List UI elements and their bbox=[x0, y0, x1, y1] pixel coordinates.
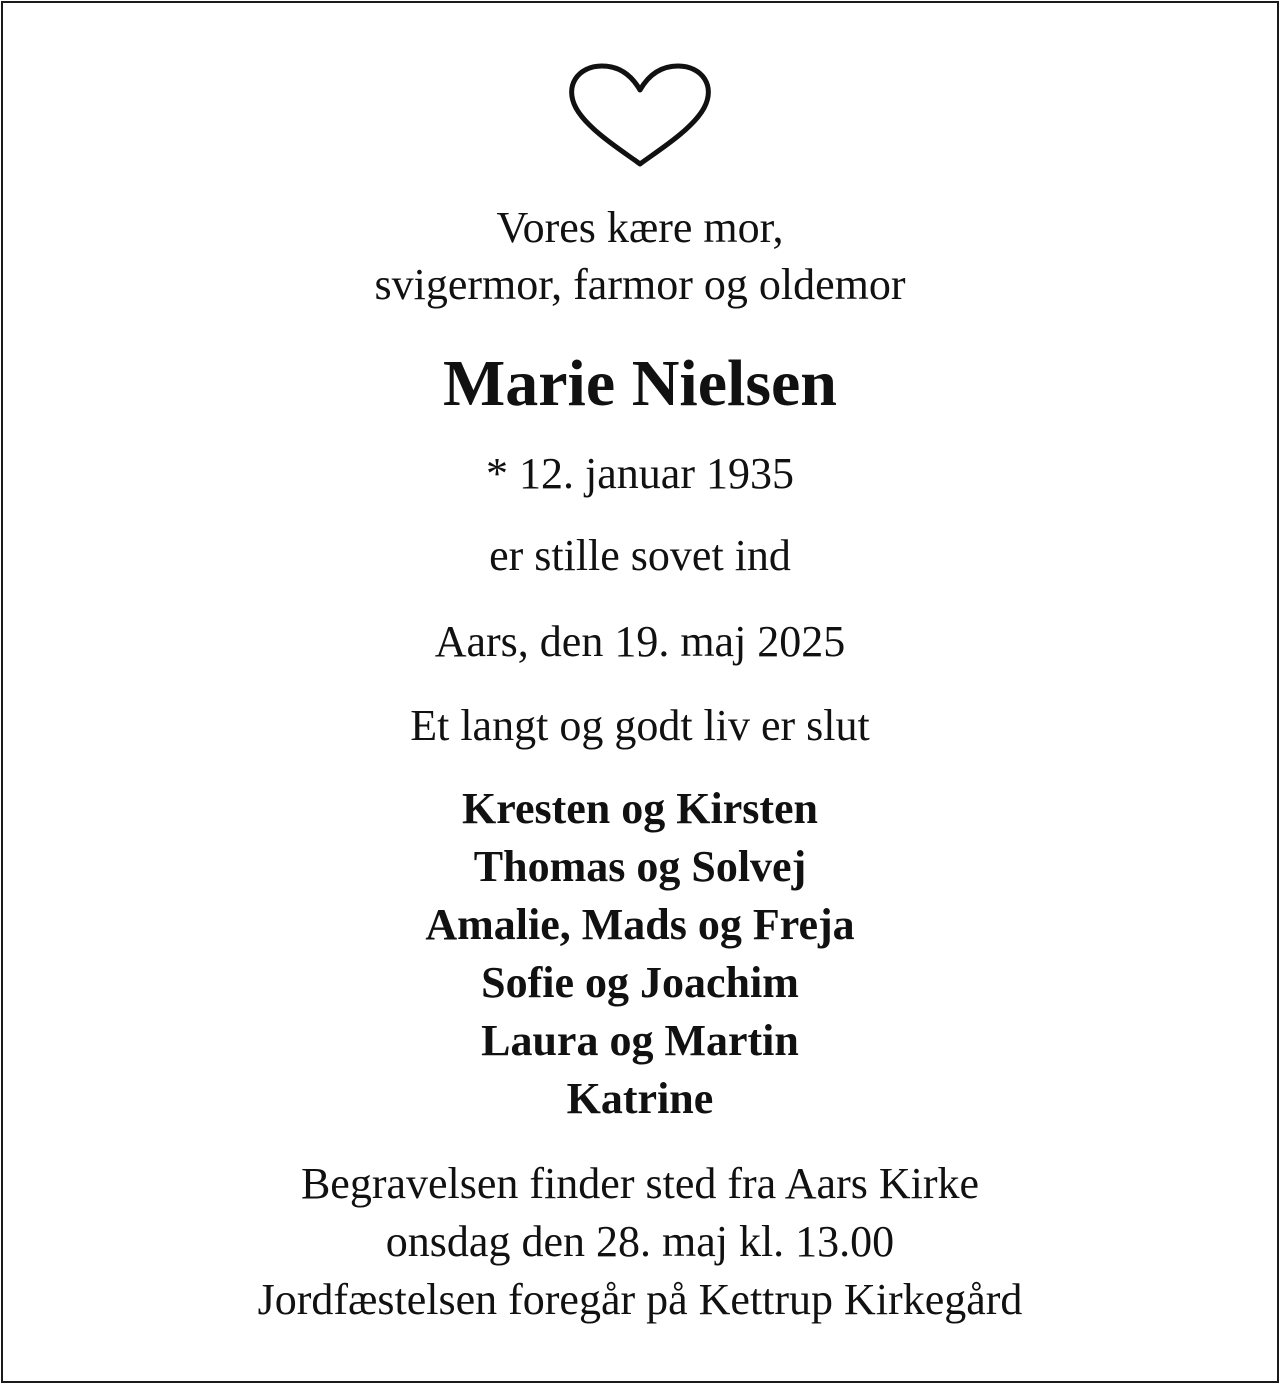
deceased-name: Marie Nielsen bbox=[442, 347, 838, 420]
funeral-info-line-2: onsdag den 28. maj kl. 13.00 bbox=[385, 1217, 895, 1266]
intro-line-2: svigermor, farmor og oldemor bbox=[374, 260, 906, 309]
family-line: Amalie, Mads og Freja bbox=[425, 900, 855, 949]
intro-line-1: Vores kære mor, bbox=[496, 203, 784, 252]
funeral-info-line-1: Begravelsen finder sted fra Aars Kirke bbox=[300, 1159, 980, 1208]
birth-date: * 12. januar 1935 bbox=[486, 449, 794, 498]
place-and-date: Aars, den 19. maj 2025 bbox=[434, 617, 846, 666]
memorial-quote: Et langt og godt liv er slut bbox=[410, 701, 870, 750]
family-line: Kresten og Kirsten bbox=[461, 784, 819, 833]
funeral-info-line-3: Jordfæstelsen foregår på Kettrup Kirkegård bbox=[257, 1275, 1023, 1324]
family-line: Katrine bbox=[566, 1074, 714, 1123]
family-line: Thomas og Solvej bbox=[473, 842, 807, 891]
heart-icon bbox=[566, 60, 714, 172]
family-line: Sofie og Joachim bbox=[481, 958, 799, 1007]
family-line: Laura og Martin bbox=[481, 1016, 799, 1065]
passed-text: er stille sovet ind bbox=[489, 531, 791, 580]
